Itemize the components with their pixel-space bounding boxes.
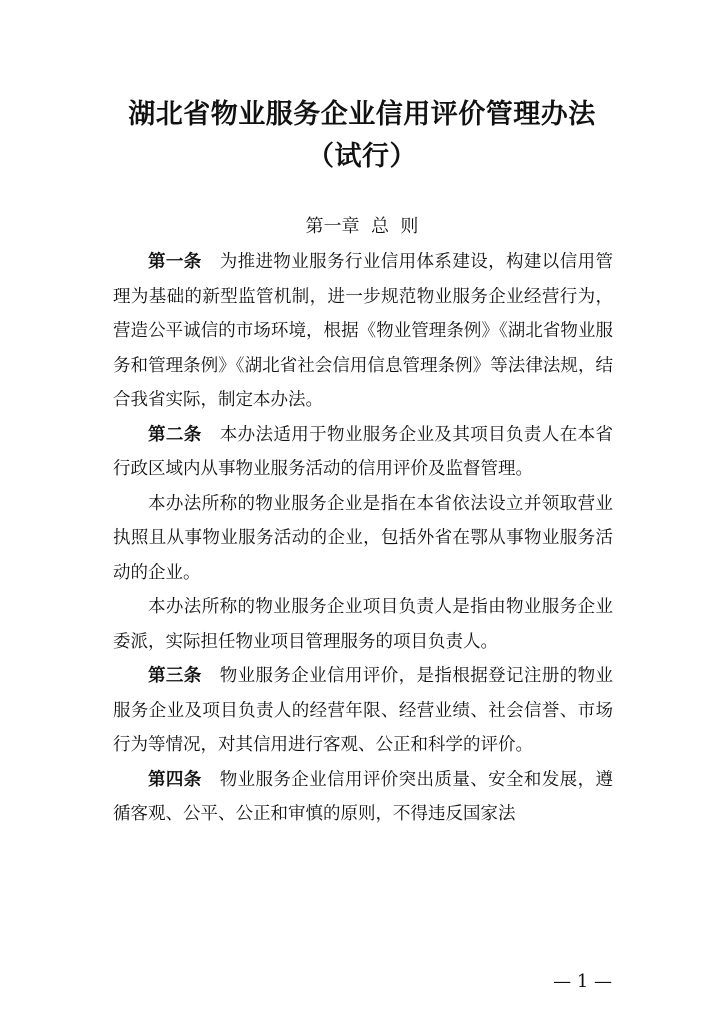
page-number: — 1 — — [553, 971, 612, 992]
paragraph-text: 本办法适用于物业服务企业及其项目负责人在本省行政区域内从事物业服务活动的信用评价及监督管理。 — [113, 424, 613, 479]
paragraph-article-1 — [113, 245, 613, 418]
paragraph-article-3 — [113, 659, 613, 763]
chapter-heading: 第一章 总 则 — [305, 216, 419, 237]
article-label: 第二条 — [148, 424, 202, 445]
document-body — [113, 245, 613, 832]
paragraph-enterprise-definition — [113, 487, 613, 591]
paragraph-text: 为推进物业服务行业信用体系建设，构建以信用管理为基础的新型监管机制，进一步规范物业服务企业经营行为，营造公平诚信的市场环境，根据《物业管理条例》《湖北省物业服务和管理条例》《湖北省社会信用信息管理条例》等法律法规，结合我省实际，制定本办法。 — [113, 252, 613, 410]
paragraph-manager-definition — [113, 590, 613, 659]
document-title: 湖北省物业服务企业信用评价管理办法 — [128, 99, 596, 130]
paragraph-text: 物业服务企业信用评价突出质量、安全和发展，遵循客观、公平、公正和审慎的原则，不得违反国家法 — [113, 769, 613, 824]
article-label: 第四条 — [148, 769, 202, 790]
paragraph-text: 本办法所称的物业服务企业项目负责人是指由物业服务企业委派，实际担任物业项目管理服务的项目负责人。 — [113, 597, 613, 652]
paragraph-text: 本办法所称的物业服务企业是指在本省依法设立并领取营业执照且从事物业服务活动的企业，包括外省在鄂从事物业服务活动的企业。 — [113, 493, 613, 583]
document-subtitle: （试行） — [307, 141, 417, 172]
article-label: 第三条 — [148, 666, 202, 686]
article-label: 第一条 — [148, 252, 202, 272]
paragraph-article-4 — [113, 763, 613, 832]
paragraph-article-2 — [113, 418, 613, 487]
paragraph-text: 物业服务企业信用评价，是指根据登记注册的物业服务企业及项目负责人的经营年限、经营业绩、社会信誉、市场行为等情况，对其信用进行客观、公正和科学的评价。 — [113, 666, 613, 755]
